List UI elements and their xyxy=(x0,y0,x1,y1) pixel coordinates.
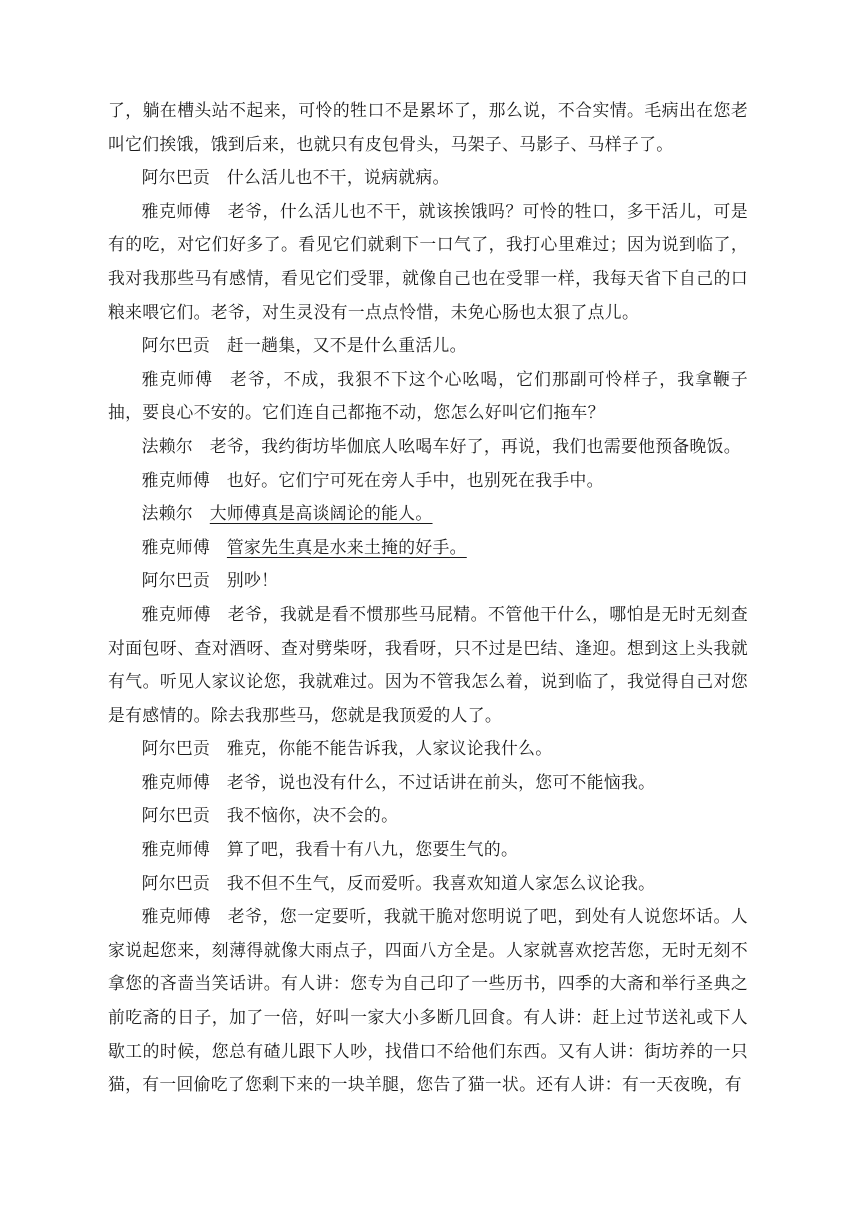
dialogue-text: 了，躺在槽头站不起来，可怜的牲口不是累坏了，那么说，不合实情。毛病出在您老叫它们挨饿，饿到后来，也就只有皮包骨头，马架子、马影子、马样子了。 xyxy=(108,100,748,154)
dialogue-text: 老爷，说也没有什么，不过话讲在前头，您可不能恼我。 xyxy=(226,771,656,792)
dialogue-text: 也好。它们宁可死在旁人手中，也别死在我手中。 xyxy=(226,469,604,490)
speaker-name: 雅克师傅 xyxy=(141,603,211,624)
dialogue-line xyxy=(108,531,748,565)
speaker-name: 雅克师傅 xyxy=(141,368,214,389)
dialogue-text: 赶一趟集，又不是什么重活儿。 xyxy=(226,335,467,356)
dialogue-text: 算了吧，我看十有八九，您要生气的。 xyxy=(226,839,519,860)
dialogue-line xyxy=(108,329,748,363)
dialogue-text: 老爷，我就是看不惯那些马屁精。不管他干什么，哪怕是无时无刻查对面包呀、查对酒呀、查对劈柴呀，我看呀，只不过是巴结、逢迎。想到这上头我就有气。听见人家议论您，我就难过。因为不管我怎么着，说到临了，我觉得自己对您是有感情的。除去我那些马，您就是我顶爱的人了。 xyxy=(108,603,748,725)
speaker-name: 雅克师傅 xyxy=(141,771,211,792)
script-text-body xyxy=(108,94,748,1102)
dialogue-line xyxy=(108,799,748,833)
underlined-dialogue-text: 大师傅真是高谈阔论的能人。 xyxy=(209,503,433,524)
dialogue-line xyxy=(108,363,748,430)
underlined-dialogue-text: 管家先生真是水来土掩的好手。 xyxy=(226,536,467,557)
dialogue-text: 我不恼你，决不会的。 xyxy=(226,805,399,826)
continued-paragraph xyxy=(108,94,748,161)
dialogue-line xyxy=(108,161,748,195)
speaker-name: 雅克师傅 xyxy=(141,469,211,490)
dialogue-text: 什么活儿也不干，说病就病。 xyxy=(226,167,450,188)
speaker-name: 雅克师傅 xyxy=(141,200,211,221)
dialogue-text: 别吵！ xyxy=(226,570,279,591)
dialogue-line xyxy=(108,464,748,498)
dialogue-text: 老爷，什么活儿也不干，就该挨饿吗？可怜的牲口，多干活儿，可是有的吃，对它们好多了。看见它们就剩下一口气了，我打心里难过；因为说到临了，我对我那些马有感情，看见它们受罪，就像自己也在受罪一样，我每天省下自己的口粮来喂它们。老爷，对生灵没有一点点怜惜，未免心肠也太狠了点儿。 xyxy=(108,200,748,322)
dialogue-line xyxy=(108,564,748,598)
dialogue-line xyxy=(108,867,748,901)
speaker-name: 阿尔巴贡 xyxy=(141,335,211,356)
dialogue-line xyxy=(108,598,748,732)
dialogue-text: 我不但不生气，反而爱听。我喜欢知道人家怎么议论我。 xyxy=(226,872,656,893)
dialogue-line xyxy=(108,430,748,464)
speaker-name: 法赖尔 xyxy=(141,435,193,456)
speaker-name: 阿尔巴贡 xyxy=(141,872,211,893)
dialogue-text: 老爷，您一定要听，我就干脆对您明说了吧，到处有人说您坏话。人家说起您来，刻薄得就像大雨点子，四面八方全是。人家就喜欢挖苦您，无时无刻不拿您的吝啬当笑话讲。有人讲：您专为自己印了一些历书，四季的大斋和举行圣典之前吃斋的日子，加了一倍，好叫一家大小多断几回食。有人讲：赶上过节送礼或下人歇工的时候，您总有碴儿跟下人吵，找借口不给他们东西。又有人讲：街坊养的一只猫，有一回偷吃了您剩下来的一块羊腿，您告了猫一状。还有人讲：有一天夜晚，有 xyxy=(108,906,748,1095)
speaker-name: 法赖尔 xyxy=(141,503,193,524)
dialogue-line xyxy=(108,766,748,800)
dialogue-line xyxy=(108,900,748,1102)
speaker-name: 雅克师傅 xyxy=(141,906,211,927)
dialogue-text: 老爷，不成，我狠不下这个心吆喝，它们那副可怜样子，我拿鞭子抽，要良心不安的。它们连自己都拖不动，您怎么好叫它们拖车？ xyxy=(108,368,748,423)
speaker-name: 阿尔巴贡 xyxy=(141,167,211,188)
dialogue-line xyxy=(108,833,748,867)
dialogue-line xyxy=(108,732,748,766)
speaker-name: 阿尔巴贡 xyxy=(141,805,211,826)
dialogue-text: 老爷，我约街坊毕伽底人吆喝车好了，再说，我们也需要他预备晚饭。 xyxy=(209,435,741,456)
speaker-name: 雅克师傅 xyxy=(141,839,211,860)
speaker-name: 雅克师傅 xyxy=(141,536,211,557)
dialogue-line xyxy=(108,195,748,329)
speaker-name: 阿尔巴贡 xyxy=(141,738,211,759)
dialogue-line xyxy=(108,497,748,531)
dialogue-text: 雅克，你能不能告诉我，人家议论我什么。 xyxy=(226,738,553,759)
speaker-name: 阿尔巴贡 xyxy=(141,570,211,591)
